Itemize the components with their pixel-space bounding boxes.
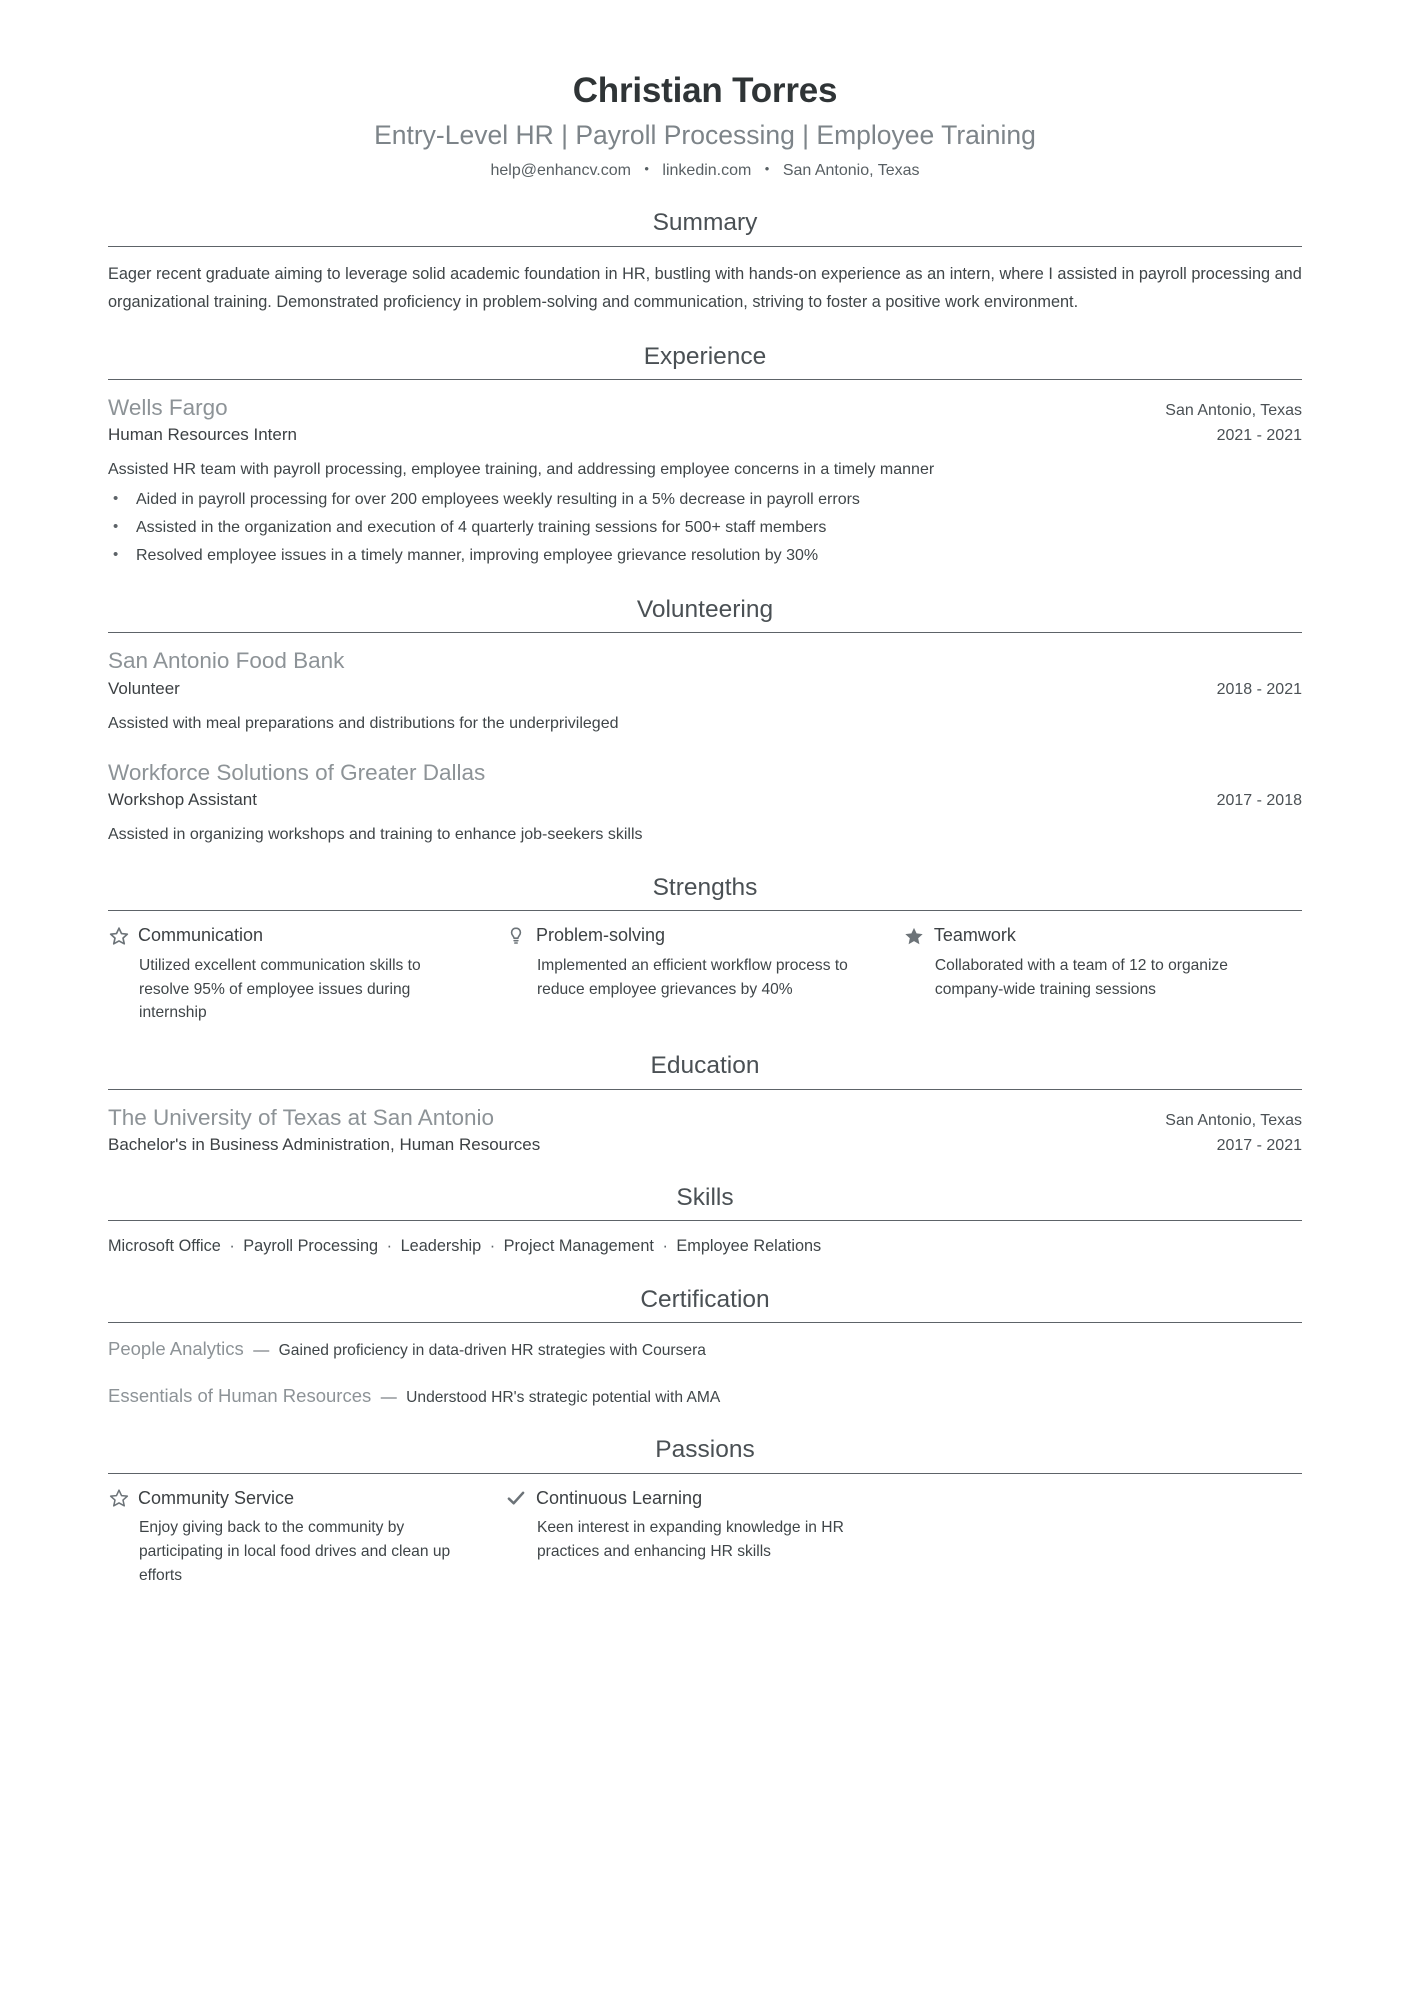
strength-body: Implemented an efficient workflow process to reduce employee grievances by 40% xyxy=(536,956,848,998)
skill-separator: · xyxy=(662,1237,668,1256)
volunteering-organization: Workforce Solutions of Greater Dallas xyxy=(108,759,486,785)
volunteering-entry xyxy=(108,646,1302,735)
summary-text: Eager recent graduate aiming to leverage solid academic foundation in HR, bustling with hands-on experience as an intern, where I assisted in payroll processing and organizational training. Demonstrated proficiency in problem-solving and communication, striving to foster a positive work environment. xyxy=(108,264,1302,311)
strength-header xyxy=(904,924,1268,947)
section-divider xyxy=(108,246,1302,247)
volunteering-description: Assisted with meal preparations and distributions for the underprivileged xyxy=(108,714,619,732)
section-certification xyxy=(108,1285,1302,1409)
section-divider xyxy=(108,632,1302,633)
contact-line xyxy=(108,161,1302,182)
section-title-experience: Experience xyxy=(643,342,767,370)
education-degree: Bachelor's in Business Administration, Human Resources xyxy=(108,1134,541,1154)
experience-bullet: • Aided in payroll processing for over 200 employees weekly resulting in a 5% decrease in payroll errors xyxy=(108,488,1302,513)
full-name: Christian Torres xyxy=(572,71,838,110)
experience-description: Assisted HR team with payroll processing, employee training, and addressing employee concerns in a timely manner xyxy=(108,461,935,479)
section-title-skills: Skills xyxy=(676,1183,734,1211)
skill-separator: · xyxy=(229,1237,235,1256)
section-title-summary: Summary xyxy=(652,208,758,236)
experience-entry-subheader xyxy=(108,422,1302,447)
volunteering-role: Volunteer xyxy=(108,678,180,698)
volunteering-entry-subheader xyxy=(108,676,1302,701)
certification-name: Essentials of Human Resources xyxy=(108,1384,372,1406)
section-title-strengths: Strengths xyxy=(652,873,758,901)
section-strengths xyxy=(108,873,1302,1025)
education-institution: The University of Texas at San Antonio xyxy=(108,1104,495,1130)
passion-title: Continuous Learning xyxy=(535,1487,703,1508)
certification-description: Gained proficiency in data-driven HR strategies with Coursera xyxy=(278,1342,706,1360)
section-experience xyxy=(108,342,1302,569)
education-location: San Antonio, Texas xyxy=(1165,1111,1302,1129)
section-volunteering xyxy=(108,595,1302,847)
certification-dash: — xyxy=(253,1342,270,1360)
skill-item: Microsoft Office xyxy=(108,1237,221,1256)
experience-dates: 2021 - 2021 xyxy=(1216,427,1302,445)
experience-location: San Antonio, Texas xyxy=(1165,402,1302,420)
volunteering-description: Assisted in organizing workshops and training to enhance job-seekers skills xyxy=(108,825,643,843)
strengths-columns xyxy=(108,924,1302,1025)
strength-title: Communication xyxy=(138,925,264,946)
strength-header xyxy=(108,924,472,947)
star-outline-icon xyxy=(108,1488,129,1509)
section-summary xyxy=(108,208,1302,316)
certification-item xyxy=(108,1383,1302,1409)
professional-headline: Entry-Level HR | Payroll Processing | Employee Training xyxy=(374,120,1036,150)
strength-title: Teamwork xyxy=(933,925,1016,946)
passion-title: Community Service xyxy=(138,1487,295,1508)
volunteering-organization: San Antonio Food Bank xyxy=(108,648,345,674)
skill-separator: · xyxy=(489,1237,496,1256)
volunteering-entry xyxy=(108,758,1302,847)
strength-item xyxy=(904,924,1302,1025)
skill-item: Leadership xyxy=(400,1237,482,1256)
education-dates: 2017 - 2021 xyxy=(1216,1136,1302,1154)
section-title-certification: Certification xyxy=(640,1285,770,1313)
skills-list xyxy=(108,1234,1302,1258)
check-icon xyxy=(506,1488,527,1509)
strength-item xyxy=(108,924,506,1025)
resume-header xyxy=(108,70,1302,182)
contact-linkedin[interactable]: linkedin.com xyxy=(662,162,752,180)
volunteering-dates: 2017 - 2018 xyxy=(1216,791,1302,809)
section-passions xyxy=(108,1435,1302,1587)
section-divider xyxy=(108,910,1302,911)
contact-separator: • xyxy=(764,161,770,177)
volunteering-dates: 2018 - 2021 xyxy=(1216,680,1302,698)
passions-columns xyxy=(108,1487,1302,1588)
section-divider xyxy=(108,1220,1302,1221)
passion-body: Keen interest in expanding knowledge in HR practices and enhancing HR skills xyxy=(536,1519,844,1561)
volunteering-entry-subheader xyxy=(108,787,1302,812)
passion-header xyxy=(506,1487,870,1510)
volunteering-role: Workshop Assistant xyxy=(108,789,257,809)
education-entry-subheader xyxy=(108,1132,1302,1157)
experience-bullet-list xyxy=(108,488,1302,568)
skill-separator: · xyxy=(386,1237,393,1256)
experience-role: Human Resources Intern xyxy=(108,425,297,445)
section-divider xyxy=(108,1089,1302,1090)
section-education xyxy=(108,1051,1302,1157)
star-filled-icon xyxy=(904,925,925,946)
education-entry xyxy=(108,1103,1302,1157)
section-title-education: Education xyxy=(650,1051,760,1079)
skill-item: Employee Relations xyxy=(676,1237,822,1256)
section-title-volunteering: Volunteering xyxy=(636,595,774,623)
contact-separator: • xyxy=(644,161,649,177)
lightbulb-icon xyxy=(506,925,527,946)
strength-title: Problem-solving xyxy=(535,925,666,946)
experience-organization: Wells Fargo xyxy=(108,395,228,421)
certification-item xyxy=(108,1336,1302,1362)
section-title-passions: Passions xyxy=(655,1436,755,1464)
passion-body: Enjoy giving back to the community by participating in local food drives and clean up efforts xyxy=(139,1519,451,1584)
experience-bullet: • Assisted in the organization and execution of 4 quarterly training sessions for 500+ staff members xyxy=(108,516,1302,541)
contact-location: San Antonio, Texas xyxy=(782,162,920,180)
certification-name: People Analytics xyxy=(108,1338,244,1360)
passion-item xyxy=(506,1487,904,1588)
experience-bullet: • Resolved employee issues in a timely manner, improving employee grievance resolution by 30% xyxy=(108,544,1302,569)
passion-header xyxy=(108,1487,472,1510)
experience-entry xyxy=(108,393,1302,569)
skill-item: Project Management xyxy=(503,1237,654,1256)
section-divider xyxy=(108,379,1302,380)
experience-entry-header xyxy=(108,393,1302,422)
strength-body: Collaborated with a team of 12 to organize company-wide training sessions xyxy=(934,956,1228,998)
section-divider xyxy=(108,1473,1302,1474)
strength-item xyxy=(506,924,904,1025)
certification-description: Understood HR's strategic potential with AMA xyxy=(406,1388,721,1406)
section-skills xyxy=(108,1183,1302,1259)
star-outline-icon xyxy=(108,925,129,946)
strength-body: Utilized excellent communication skills to resolve 95% of employee issues during internship xyxy=(139,956,421,1022)
passion-item xyxy=(108,1487,506,1588)
certification-dash: — xyxy=(380,1388,397,1406)
section-divider xyxy=(108,1322,1302,1323)
contact-email[interactable]: help@enhancv.com xyxy=(490,162,631,180)
strength-header xyxy=(506,924,870,947)
education-entry-header xyxy=(108,1103,1302,1132)
skill-item: Payroll Processing xyxy=(243,1237,379,1256)
